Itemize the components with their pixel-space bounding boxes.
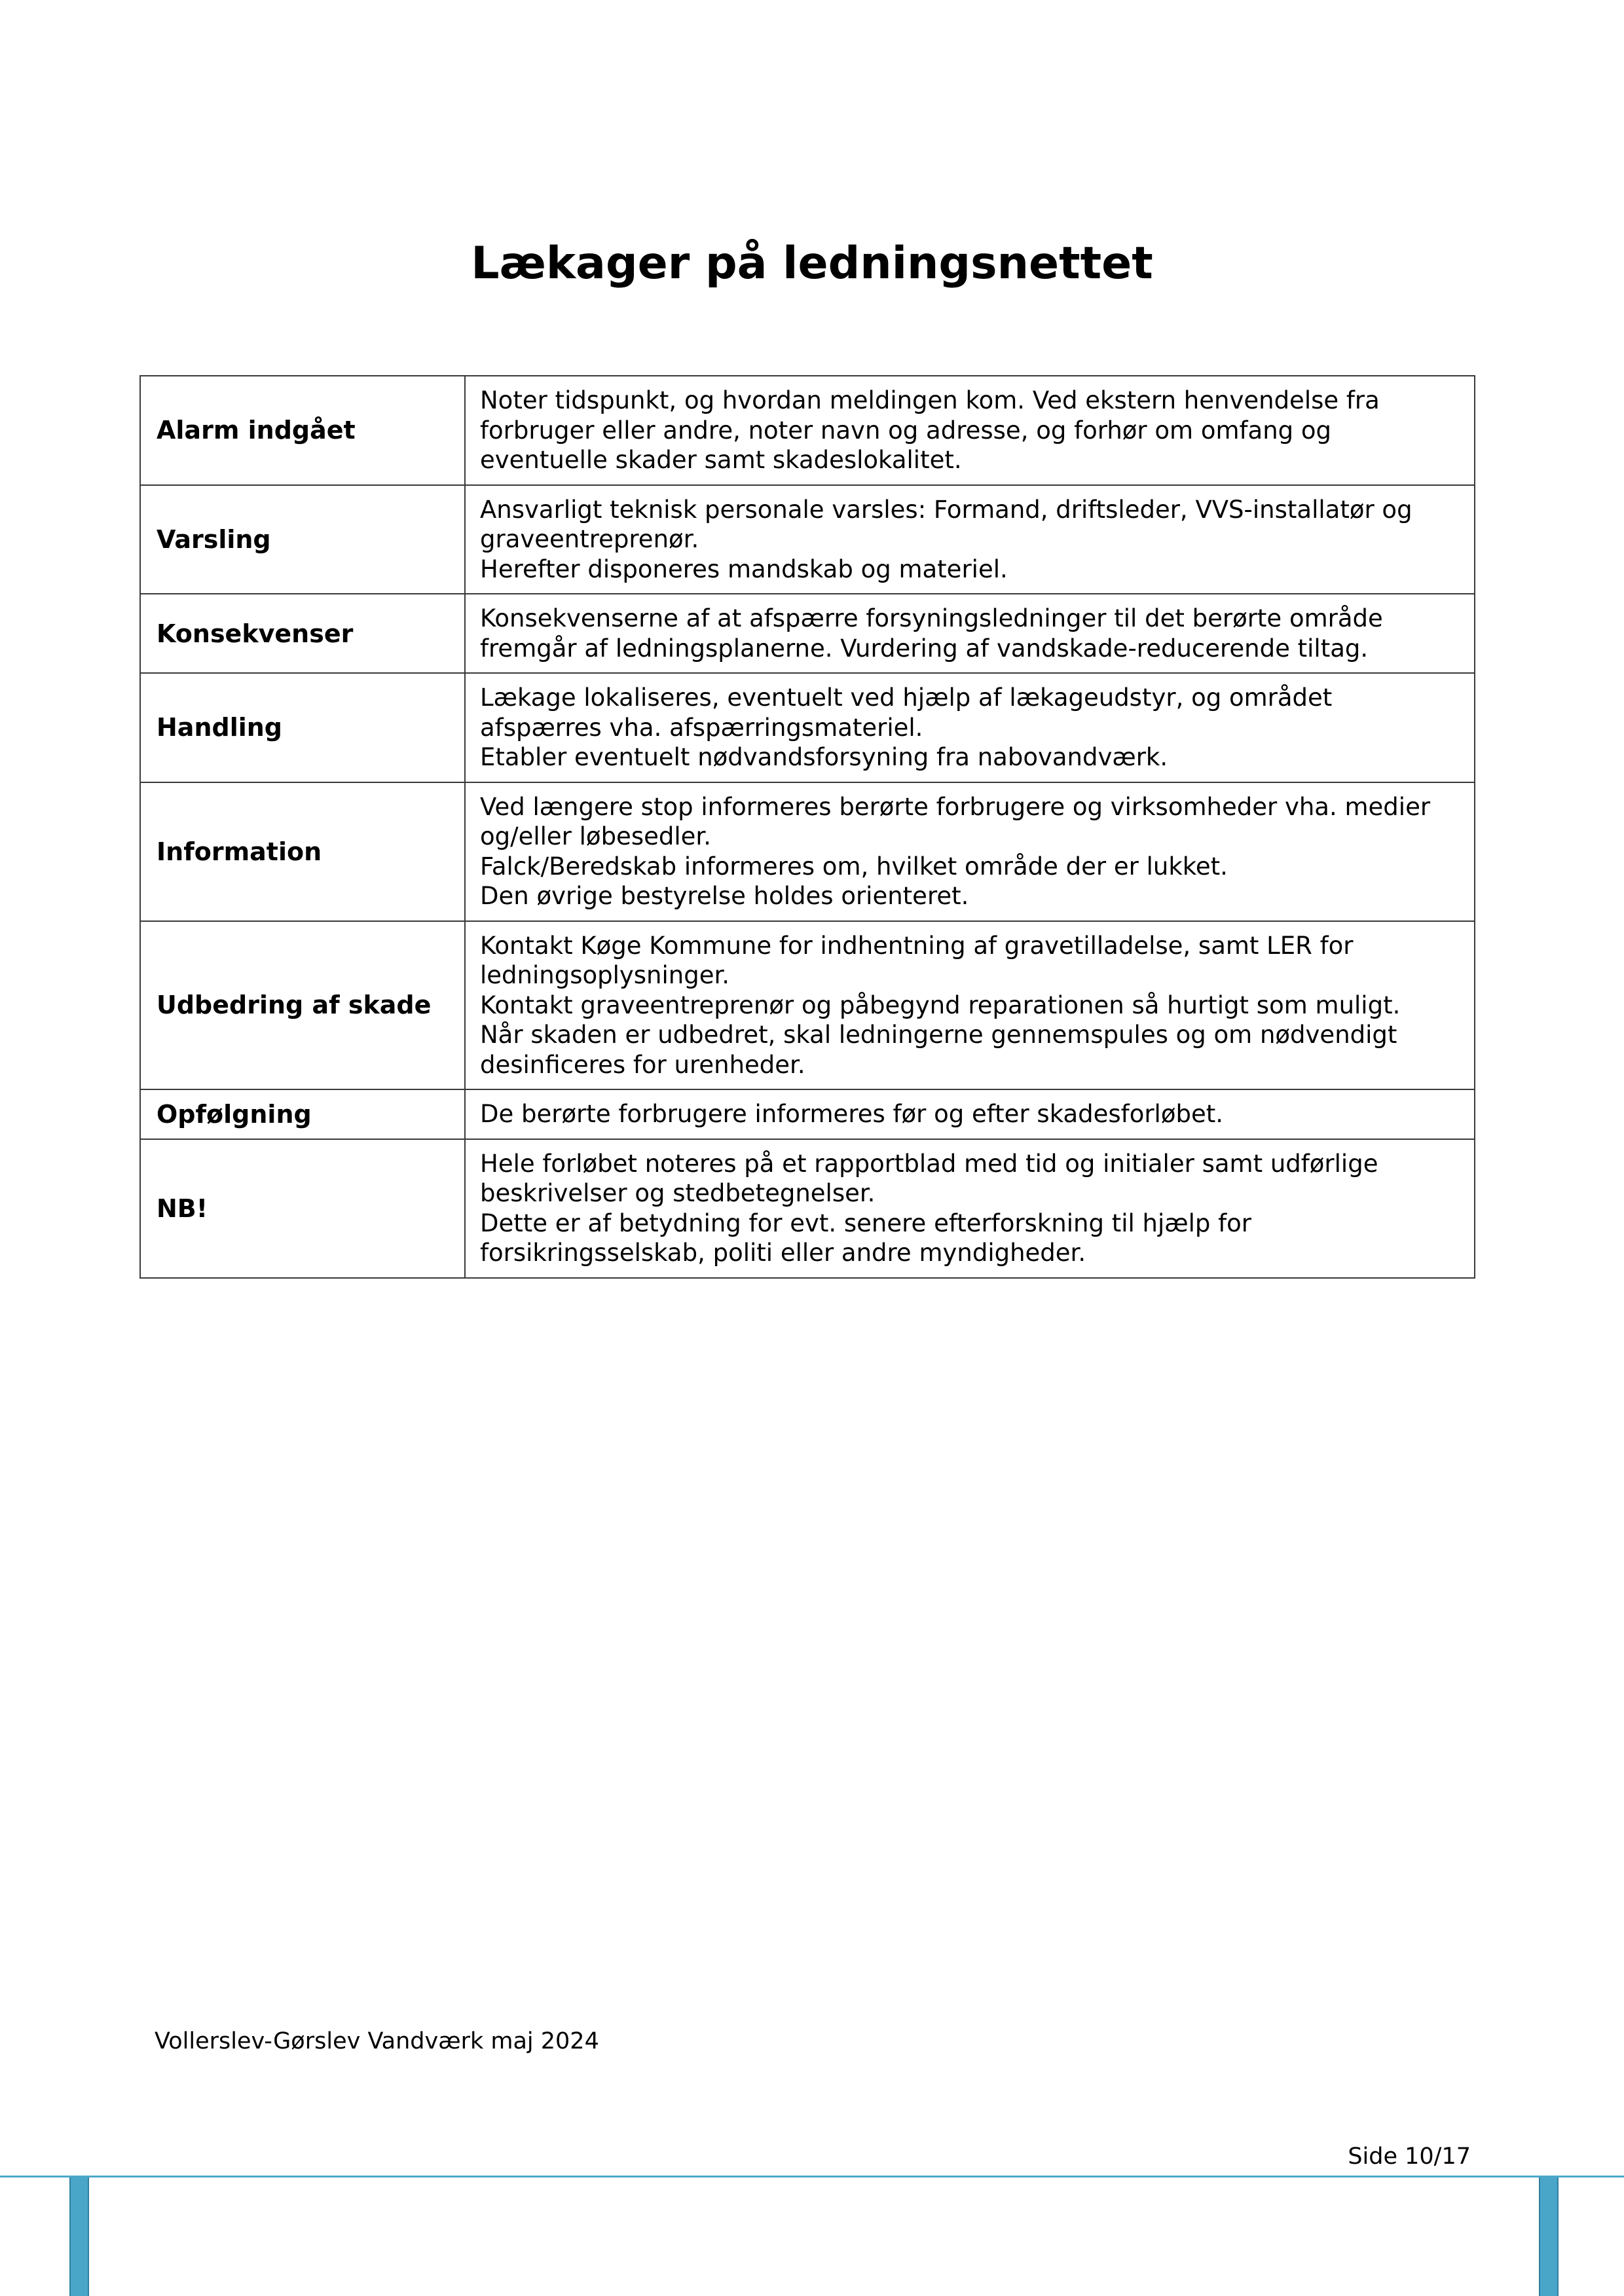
row-label: Opfølgning (140, 1089, 465, 1139)
row-description (465, 921, 1475, 1090)
footer-accent-bar-left (69, 2178, 89, 2296)
footer-accent-bar-right (1539, 2178, 1559, 2296)
description-line: De berørte forbrugere informeres før og efter skadesforløbet. (480, 1100, 1223, 1128)
footer-divider (0, 2176, 1624, 2178)
description-line: Falck/Beredskab informeres om, hvilket område der er lukket. (480, 852, 1228, 881)
description-line: Kontakt graveentreprenør og påbegynd reparationen så hurtigt som muligt. (480, 991, 1401, 1019)
description-line: Ansvarligt teknisk personale varsles: Formand, driftsleder, VVS-installatør og (480, 495, 1412, 524)
page-number: Side 10/17 (1348, 2143, 1471, 2170)
description-line: afspærres vha. afspærringsmateriel. (480, 713, 923, 742)
table-row (140, 376, 1475, 485)
row-label: Udbedring af skade (140, 921, 465, 1090)
description-line: Herefter disponeres mandskab og materiel. (480, 555, 1008, 583)
table-row (140, 485, 1475, 594)
description-line: Ved længere stop informeres berørte forbrugere og virksomheder vha. medier (480, 792, 1431, 821)
row-label: Konsekvenser (140, 594, 465, 673)
description-line: desinficeres for urenheder. (480, 1050, 805, 1079)
description-line: beskrivelser og stedbetegnelser. (480, 1179, 876, 1207)
row-description (465, 673, 1475, 782)
table-row (140, 594, 1475, 673)
procedure-table (139, 375, 1475, 1279)
row-label: Handling (140, 673, 465, 782)
description-line: Kontakt Køge Kommune for indhentning af gravetilladelse, samt LER for (480, 931, 1354, 960)
table-row (140, 1089, 1475, 1139)
row-description (465, 1139, 1475, 1278)
row-label: Varsling (140, 485, 465, 594)
description-line: forbruger eller andre, noter navn og adresse, og forhør om omfang og (480, 416, 1332, 445)
description-line: graveentreprenør. (480, 525, 699, 553)
procedure-table-body (140, 376, 1475, 1278)
table-row (140, 673, 1475, 782)
description-line: og/eller løbesedler. (480, 822, 711, 850)
description-line: Noter tidspunkt, og hvordan meldingen kom. Ved ekstern henvendelse fra (480, 386, 1380, 414)
description-line: Når skaden er udbedret, skal ledningerne gennemspules og om nødvendigt (480, 1021, 1397, 1049)
row-label: Information (140, 782, 465, 921)
description-line: Etabler eventuelt nødvandsforsyning fra nabovandværk. (480, 743, 1168, 771)
table-row (140, 782, 1475, 921)
row-description (465, 782, 1475, 921)
description-line: Konsekvenserne af at afspærre forsyningsledninger til det berørte område (480, 604, 1383, 632)
table-row (140, 921, 1475, 1090)
description-line: Dette er af betydning for evt. senere efterforskning til hjælp for (480, 1209, 1251, 1237)
description-line: eventuelle skader samt skadeslokalitet. (480, 446, 962, 474)
table-row (140, 1139, 1475, 1278)
row-description (465, 376, 1475, 485)
description-line: Den øvrige bestyrelse holdes orienteret. (480, 882, 969, 910)
description-line: Hele forløbet noteres på et rapportblad med tid og initialer samt udførlige (480, 1149, 1378, 1178)
description-line: forsikringsselskab, politi eller andre myndigheder. (480, 1239, 1086, 1267)
footer-text: Vollerslev-Gørslev Vandværk maj 2024 (155, 2028, 599, 2054)
description-line: ledningsoplysninger. (480, 961, 730, 989)
page-title: Lækager på ledningsnettet (471, 238, 1153, 289)
row-description (465, 485, 1475, 594)
row-description (465, 594, 1475, 673)
row-description (465, 1089, 1475, 1139)
row-label: NB! (140, 1139, 465, 1278)
row-label: Alarm indgået (140, 376, 465, 485)
description-line: fremgår af ledningsplanerne. Vurdering af vandskade-reducerende tiltag. (480, 634, 1369, 663)
description-line: Lækage lokaliseres, eventuelt ved hjælp af lækageudstyr, og området (480, 683, 1333, 712)
